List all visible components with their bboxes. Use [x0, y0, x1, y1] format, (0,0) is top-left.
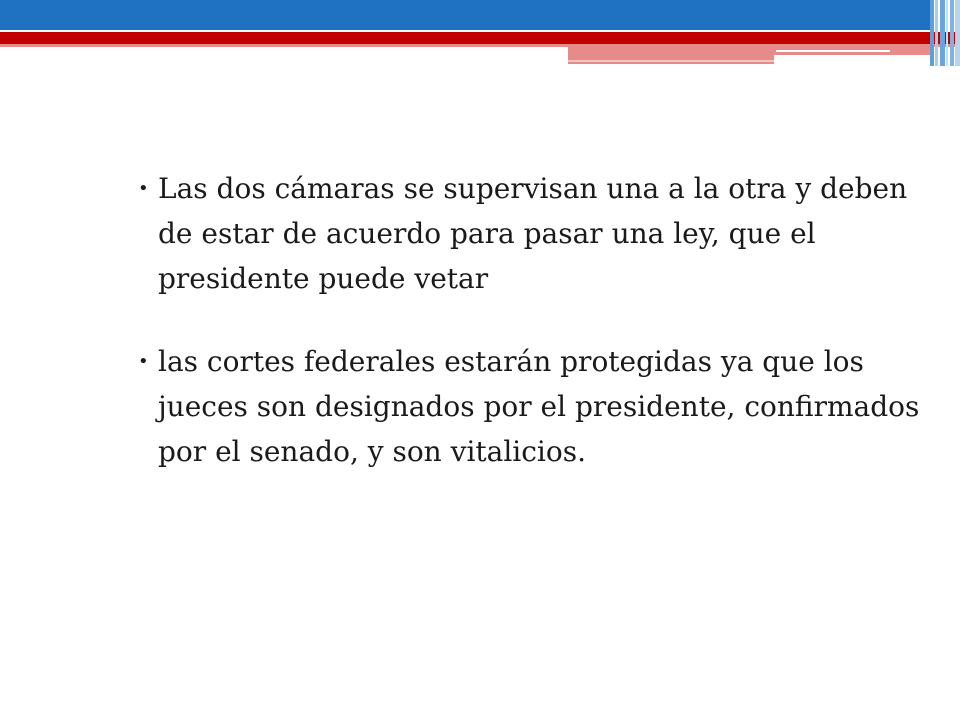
header-right-stripe-6 [955, 0, 960, 66]
bullet-list [134, 166, 924, 512]
header-right-stripe-1 [930, 0, 934, 66]
bullet-marker: • [138, 178, 149, 199]
header-decoration [0, 0, 960, 80]
header-blue-band [0, 0, 930, 30]
header-pink-tab-right [774, 44, 930, 55]
header-right-stripe-4 [946, 0, 948, 66]
bullet-marker: • [138, 351, 149, 372]
header-right-stripe-2 [935, 0, 938, 66]
bullet-item [134, 166, 924, 301]
header-right-stripe-5 [950, 0, 954, 66]
header-white-line-2 [568, 60, 774, 62]
header-right-stripe-3 [940, 0, 945, 66]
bullet-item [134, 339, 924, 474]
bullet-text: las cortes federales estarán protegidas ya que los jueces son designados por el presidente, confirmados por el senado, y son vitalicios. [158, 345, 920, 468]
header-white-line [776, 50, 890, 52]
header-red-band [0, 32, 960, 44]
bullet-text: Las dos cámaras se supervisan una a la otra y deben de estar de acuerdo para pasar una ley, que el presidente puede vetar [158, 172, 908, 295]
